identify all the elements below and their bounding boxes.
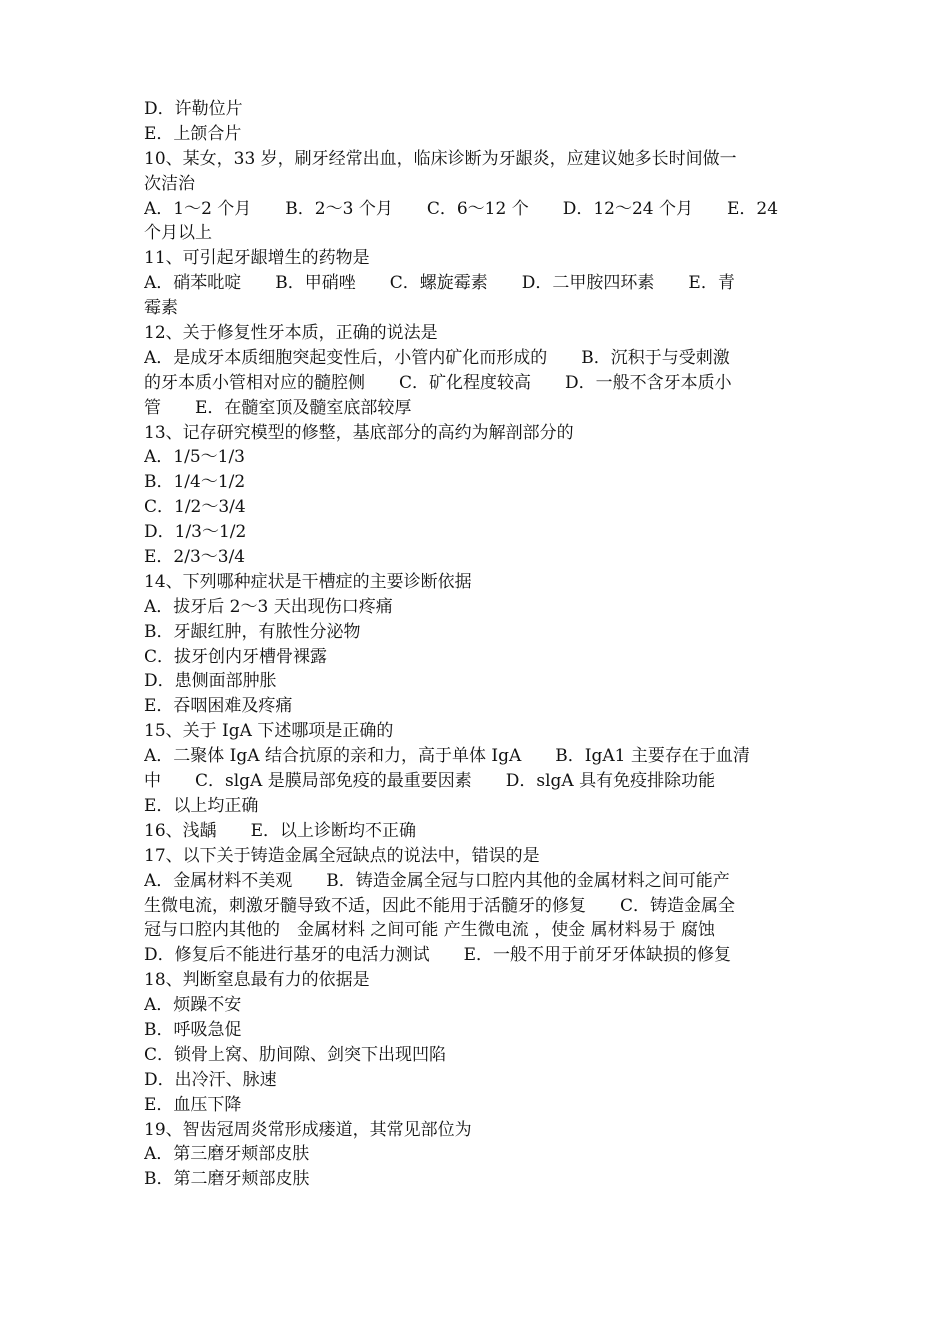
text-line: D．许勒位片 bbox=[144, 99, 243, 119]
options-line: 冠与口腔内其他的 金属材料 之间可能 产生微电流 ，使金 属材料易于 腐蚀 bbox=[144, 920, 716, 941]
question-line: 18、判断窒息最有力的依据是 bbox=[144, 970, 370, 991]
option-line: C．锁骨上窝、肋间隙、剑突下出现凹陷 bbox=[144, 1044, 447, 1065]
question-line: 17、以下关于铸造金属全冠缺点的说法中，错误的是 bbox=[144, 845, 540, 866]
options-line: D．修复后不能进行基牙的电活力测试 E．一般不用于前牙牙体缺损的修复 bbox=[144, 945, 732, 966]
option-line: C．拔牙创内牙槽骨裸露 bbox=[144, 646, 328, 667]
question-line: 13、记存研究模型的修整，基底部分的高约为解剖部分的 bbox=[144, 422, 574, 443]
option-line: A．1/5～1/3 bbox=[144, 447, 245, 468]
options-line: A．1～2 个月 B．2～3 个月 C．6～12 个 D．12～24 个月 E．24 bbox=[144, 198, 779, 219]
text-line: 次洁治 bbox=[144, 173, 195, 194]
text-line: 个月以上 bbox=[144, 223, 212, 244]
options-line: 生微电流，刺激牙髓导致不适，因此不能用于活髓牙的修复 C．铸造金属全 bbox=[144, 895, 736, 916]
text-line: E．上颌合片 bbox=[144, 123, 242, 144]
option-line: B．牙龈红肿，有脓性分泌物 bbox=[144, 621, 361, 642]
option-line: E．以上均正确 bbox=[144, 795, 259, 816]
document-body bbox=[144, 97, 810, 1192]
option-line: A．第三磨牙颊部皮肤 bbox=[144, 1144, 310, 1165]
options-line: 的牙本质小管相对应的髓腔侧 C．矿化程度较高 D．一般不含牙本质小 bbox=[144, 372, 732, 393]
option-line: B．呼吸急促 bbox=[144, 1019, 242, 1040]
option-line: A．烦躁不安 bbox=[144, 995, 242, 1016]
question-line: 11、可引起牙龈增生的药物是 bbox=[144, 248, 370, 269]
question-line: 16、浅龋 E．以上诊断均不正确 bbox=[144, 820, 417, 841]
option-line: E．吞咽困难及疼痛 bbox=[144, 696, 293, 717]
option-line: D．出冷汗、脉速 bbox=[144, 1069, 277, 1090]
question-line: 12、关于修复性牙本质，正确的说法是 bbox=[144, 323, 438, 344]
option-line: D．患侧面部肿胀 bbox=[144, 671, 277, 692]
option-line: B．1/4～1/2 bbox=[144, 472, 246, 493]
options-line: A．是成牙本质细胞突起变性后，小管内矿化而形成的 B．沉积于与受刺激 bbox=[144, 347, 730, 368]
option-line: D．1/3～1/2 bbox=[144, 522, 247, 543]
options-line: 中 C．slgA 是膜局部免疫的最重要因素 D．slgA 具有免疫排除功能 bbox=[144, 771, 716, 792]
option-line: C．1/2～3/4 bbox=[144, 497, 246, 518]
options-line: 管 E．在髓室顶及髓室底部较厚 bbox=[144, 397, 412, 418]
option-line: B．第二磨牙颊部皮肤 bbox=[144, 1169, 310, 1190]
options-line: A．硝苯吡啶 B．甲硝唑 C．螺旋霉素 D．二甲胺四环素 E．青 bbox=[144, 273, 735, 294]
question-line: 14、下列哪种症状是干槽症的主要诊断依据 bbox=[144, 571, 472, 592]
options-line: A．金属材料不美观 B．铸造金属全冠与口腔内其他的金属材料之间可能产 bbox=[144, 870, 730, 891]
option-line: E．2/3～3/4 bbox=[144, 547, 246, 568]
question-line: 15、关于 IgA 下述哪项是正确的 bbox=[144, 721, 394, 742]
question-line: 19、智齿冠周炎常形成瘘道，其常见部位为 bbox=[144, 1119, 472, 1140]
options-line: A．二聚体 IgA 结合抗原的亲和力，高于单体 IgA B．IgA1 主要存在于血清 bbox=[144, 746, 750, 767]
option-line: E．血压下降 bbox=[144, 1094, 242, 1115]
question-line: 10、某女，33 岁，刷牙经常出血，临床诊断为牙龈炎，应建议她多长时间做一 bbox=[144, 148, 737, 169]
option-line: A．拔牙后 2～3 天出现伤口疼痛 bbox=[144, 596, 393, 617]
text-line: 霉素 bbox=[144, 298, 178, 319]
